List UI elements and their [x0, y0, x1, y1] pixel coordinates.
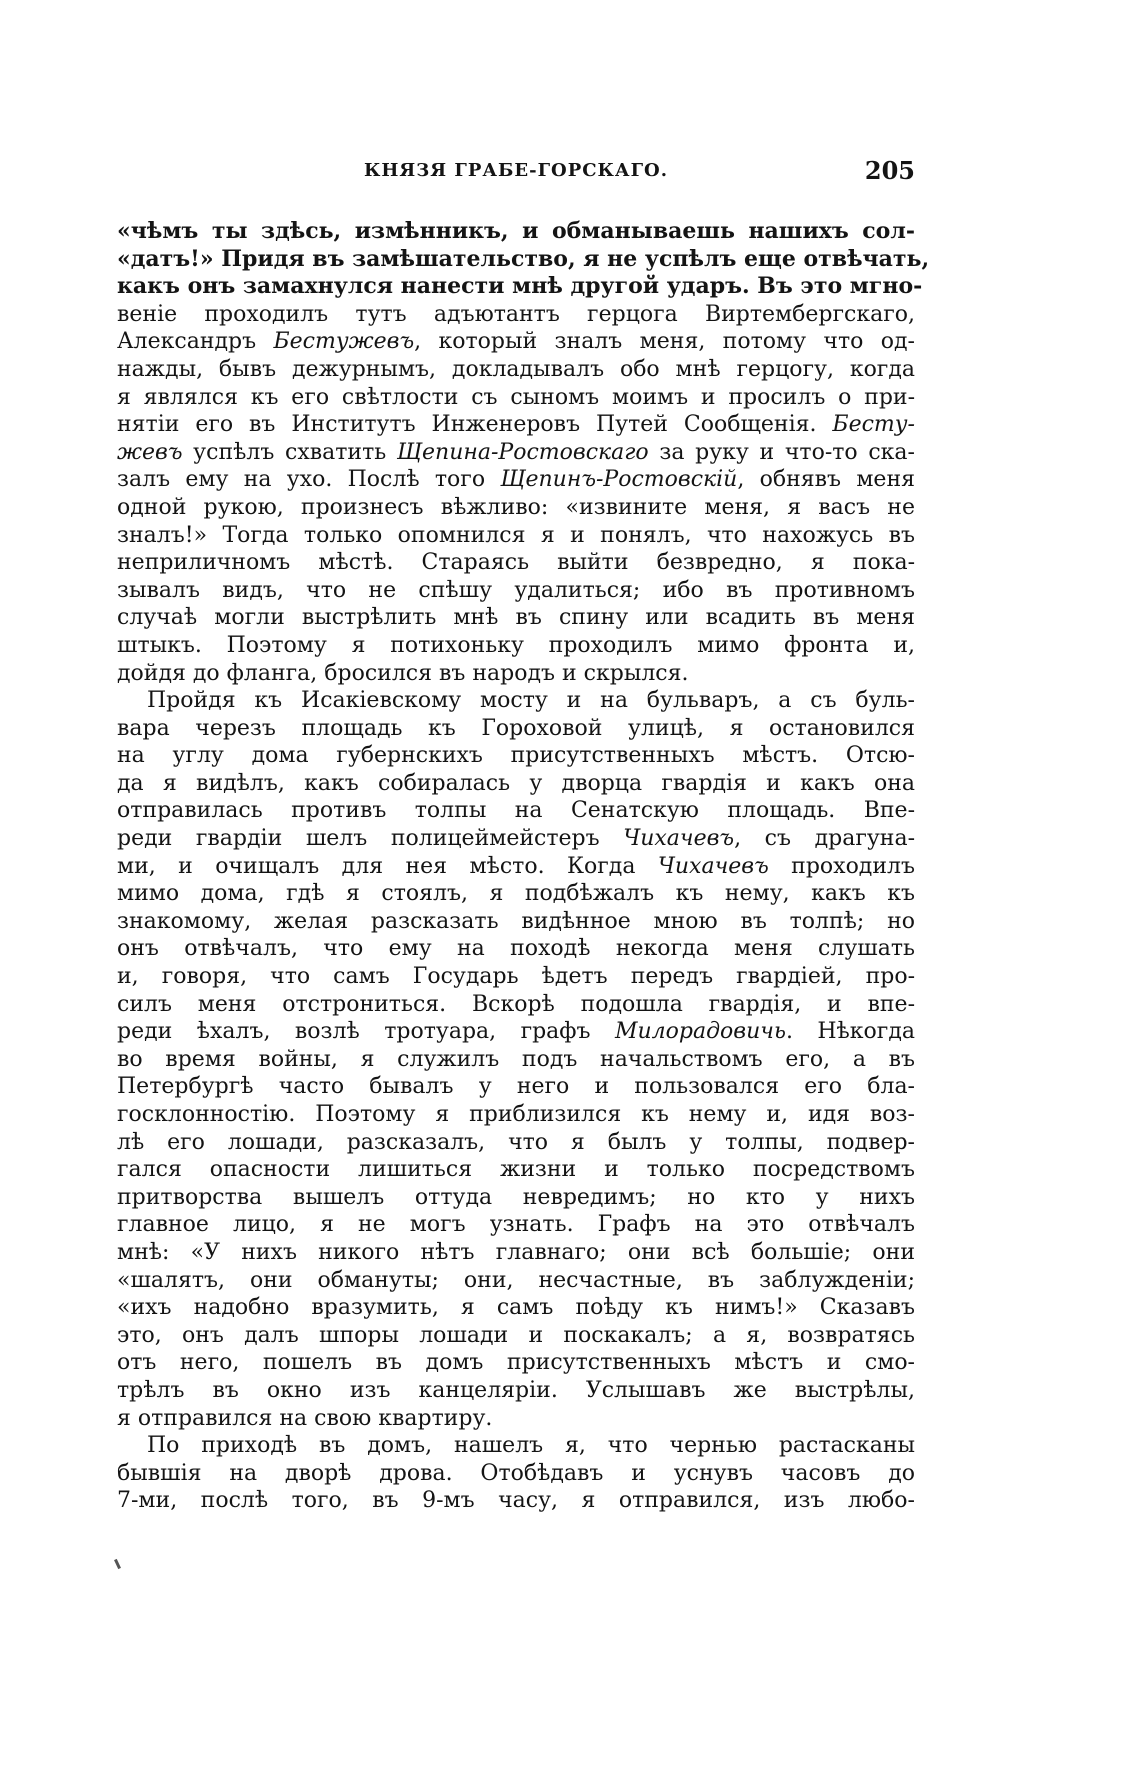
- text-line: «датъ!» Придя въ замѣшательство, я не успѣлъ еще отвѣчать,: [117, 245, 930, 272]
- text-line: да я видѣлъ, какъ собиралась у дворца гвардія и какъ она: [117, 770, 915, 796]
- text-line: госклонностію. Поэтому я приблизился къ нему и, идя воз-: [117, 1102, 915, 1127]
- text-line: «чѣмъ ты здѣсь, измѣнникъ, и обманываешь нашихъ сол-: [117, 218, 915, 244]
- paragraph-3: [117, 1432, 915, 1515]
- text-line: Александръ Бестужевъ, который зналъ меня, потому что од-: [117, 329, 915, 355]
- text-line: «шалятъ, они обмануты; они, несчастные, въ заблужденіи;: [117, 1267, 915, 1293]
- text-line: трѣлъ въ окно изъ канцеляріи. Услышавъ же выстрѣлы,: [117, 1377, 915, 1403]
- body-text: [117, 218, 930, 1515]
- text-line: во время войны, я служилъ подъ начальствомъ его, а въ: [117, 1046, 915, 1072]
- text-line: реди гвардіи шелъ полицеймейстеръ Чихачевъ, съ драгуна-: [117, 826, 915, 852]
- text-line: реди ѣхалъ, возлѣ тротуара, графъ Милорадовичь. Нѣкогда: [117, 1019, 915, 1045]
- text-line: зывалъ видъ, что не спѣшу удалиться; ибо въ противномъ: [117, 577, 915, 603]
- text-line: неприличномъ мѣстѣ. Стараясь выйти безвредно, я пока-: [117, 550, 915, 576]
- text-line: дойдя до фланга, бросился въ народъ и скрылся.: [117, 660, 689, 686]
- text-line: нятіи его въ Институтъ Инженеровъ Путей Сообщенія. Бесту-: [117, 412, 915, 438]
- text-line: 7-ми, послѣ того, въ 9-мъ часу, я отправился, изъ любо-: [117, 1488, 915, 1514]
- text-line: силъ меня отстрониться. Вскорѣ подошла гвардія, и впе-: [117, 991, 915, 1017]
- text-line: Петербургѣ часто бывалъ у него и пользовался его бла-: [117, 1074, 915, 1100]
- text-line: мимо дома, гдѣ я стоялъ, я подбѣжалъ къ нему, какъ къ: [117, 881, 915, 907]
- paragraph-1: [117, 218, 930, 687]
- text-line: штыкъ. Поэтому я потихоньку проходилъ мимо фронта и,: [117, 632, 915, 658]
- page-number: 205: [864, 156, 915, 185]
- text-line: жевъ успѣлъ схватить Щепина-Ростовскаго за руку и что-то ска-: [117, 439, 915, 465]
- text-line: По приходѣ въ домъ, нашелъ я, что чернью растасканы: [147, 1433, 915, 1459]
- text-line: онъ отвѣчалъ, что ему на походѣ некогда меня слушать: [117, 936, 915, 962]
- text-line: на углу дома губернскихъ присутственныхъ мѣстъ. Отсю-: [117, 743, 915, 769]
- text-line: отъ него, пошелъ въ домъ присутственныхъ мѣстъ и смо-: [117, 1350, 915, 1376]
- text-line: притворства вышелъ оттуда невредимъ; но кто у нихъ: [117, 1184, 915, 1210]
- text-line: нажды, бывъ дежурнымъ, докладывалъ обо мнѣ герцогу, когда: [117, 356, 915, 382]
- text-line: веніе проходилъ тутъ адъютантъ герцога Виртембергскаго,: [117, 301, 915, 327]
- text-line: вара черезъ площадь къ Гороховой улицѣ, я остановился: [117, 715, 915, 741]
- text-line: знакомому, желая разсказать видѣнное мною въ толпѣ; но: [117, 908, 915, 934]
- running-title: КНЯЗЯ ГРАБЕ-ГОРСКАГО.: [364, 160, 668, 181]
- text-line: лѣ его лошади, разсказалъ, что я былъ у толпы, подвер-: [117, 1129, 915, 1155]
- paragraph-2: [117, 687, 915, 1432]
- text-line: «ихъ надобно вразумить, я самъ поѣду къ нимъ!» Сказавъ: [117, 1295, 915, 1321]
- text-line: одной рукою, произнесъ вѣжливо: «извините меня, я васъ не: [117, 494, 915, 520]
- ink-speck: [114, 1559, 121, 1569]
- text-line: ми, и очищалъ для нея мѣсто. Когда Чихачевъ проходилъ: [117, 853, 915, 879]
- page-header: [117, 156, 915, 188]
- text-line: какъ онъ замахнулся нанести мнѣ другой ударъ. Въ это мгно-: [117, 273, 923, 300]
- text-line: залъ ему на ухо. Послѣ того Щепинъ-Ростовскій, обнявъ меня: [117, 467, 915, 493]
- text-line: я являлся къ его свѣтлости съ сыномъ моимъ и просилъ о при-: [117, 384, 915, 410]
- text-line: отправилась противъ толпы на Сенатскую площадь. Впе-: [117, 798, 915, 824]
- text-line: и, говоря, что самъ Государь ѣдетъ передъ гвардіей, про-: [117, 964, 915, 990]
- text-line: гался опасности лишиться жизни и только посредствомъ: [117, 1157, 915, 1183]
- text-line: главное лицо, я не могъ узнать. Графъ на это отвѣчалъ: [117, 1212, 915, 1238]
- text-line: Пройдя къ Исакіевскому мосту и на бульваръ, а съ буль-: [147, 688, 915, 714]
- text-line: я отправился на свою квартиру.: [117, 1405, 493, 1431]
- text-line: зналъ!» Тогда только опомнился я и понялъ, что нахожусь въ: [117, 522, 915, 548]
- text-line: мнѣ: «У нихъ никого нѣтъ главнаго; они всѣ большіе; они: [117, 1239, 915, 1265]
- text-line: случаѣ могли выстрѣлить мнѣ въ спину или всадить въ меня: [117, 605, 915, 631]
- text-line: бывшія на дворѣ дрова. Отобѣдавъ и уснувъ часовъ до: [117, 1460, 915, 1486]
- text-line: это, онъ далъ шпоры лошади и поскакалъ; а я, возвратясь: [117, 1322, 915, 1348]
